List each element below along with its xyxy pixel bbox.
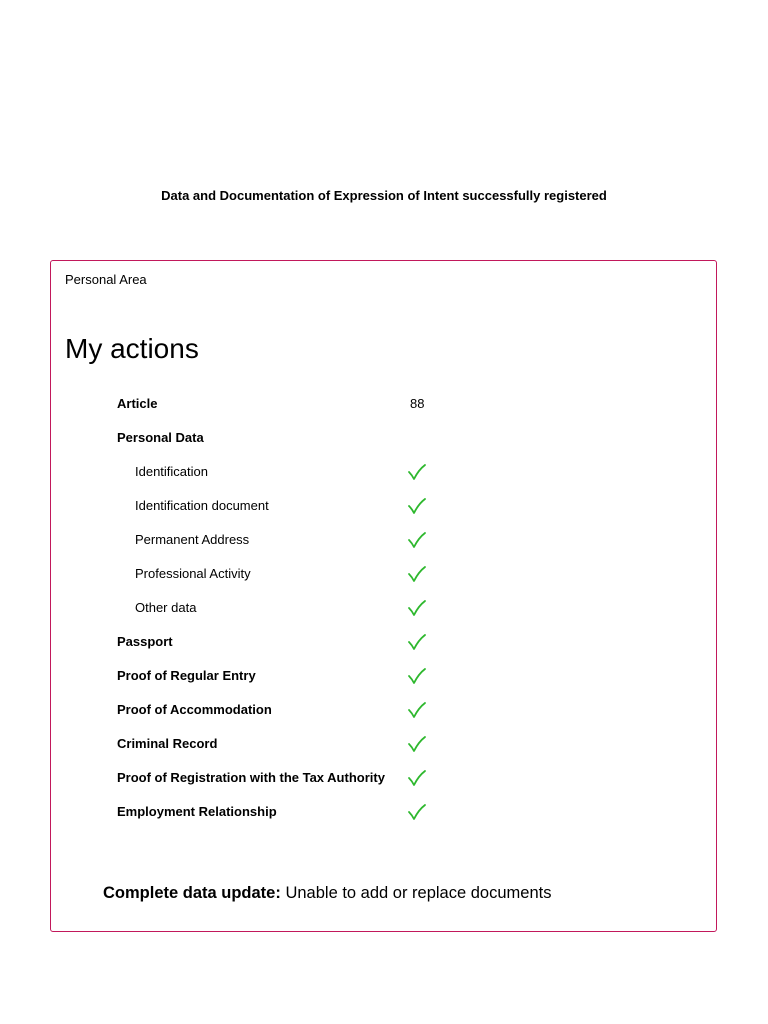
action-row [117,591,517,625]
action-value: 88 [410,396,425,411]
action-row [117,795,517,829]
update-status-label: Complete data update: [103,884,281,902]
personal-area-panel [50,260,717,932]
action-label: Proof of Regular Entry [117,668,256,683]
page-title: My actions [65,333,199,364]
check-icon [407,598,427,618]
action-label: Employment Relationship [117,804,277,819]
action-label: Criminal Record [117,736,218,751]
breadcrumb: Personal Area [65,272,147,287]
update-status-text: Unable to add or replace documents [285,884,552,902]
action-label: Personal Data [117,430,204,445]
action-label: Proof of Registration with the Tax Authority [117,770,385,785]
action-label: Proof of Accommodation [117,702,272,717]
action-row [117,625,517,659]
action-row [117,523,517,557]
check-icon [407,496,427,516]
success-message: Data and Documentation of Expression of Intent successfully registered [161,188,607,203]
action-label: Identification [135,464,208,479]
action-label: Professional Activity [135,566,251,581]
action-row [117,659,517,693]
action-label: Other data [135,600,197,615]
action-row [117,455,517,489]
action-label: Identification document [135,498,269,513]
check-icon [407,632,427,652]
check-icon [407,734,427,754]
check-icon [407,530,427,550]
action-row [117,761,517,795]
action-row [117,421,517,455]
action-row [117,727,517,761]
actions-list [117,387,517,829]
action-label: Passport [117,634,173,649]
action-label: Article [117,396,158,411]
check-icon [407,462,427,482]
check-icon [407,700,427,720]
update-status [103,883,551,903]
action-row [117,489,517,523]
check-icon [407,802,427,822]
action-label: Permanent Address [135,532,250,547]
check-icon [407,768,427,788]
check-icon [407,666,427,686]
action-row [117,387,517,421]
action-row [117,557,517,591]
check-icon [407,564,427,584]
action-row [117,693,517,727]
